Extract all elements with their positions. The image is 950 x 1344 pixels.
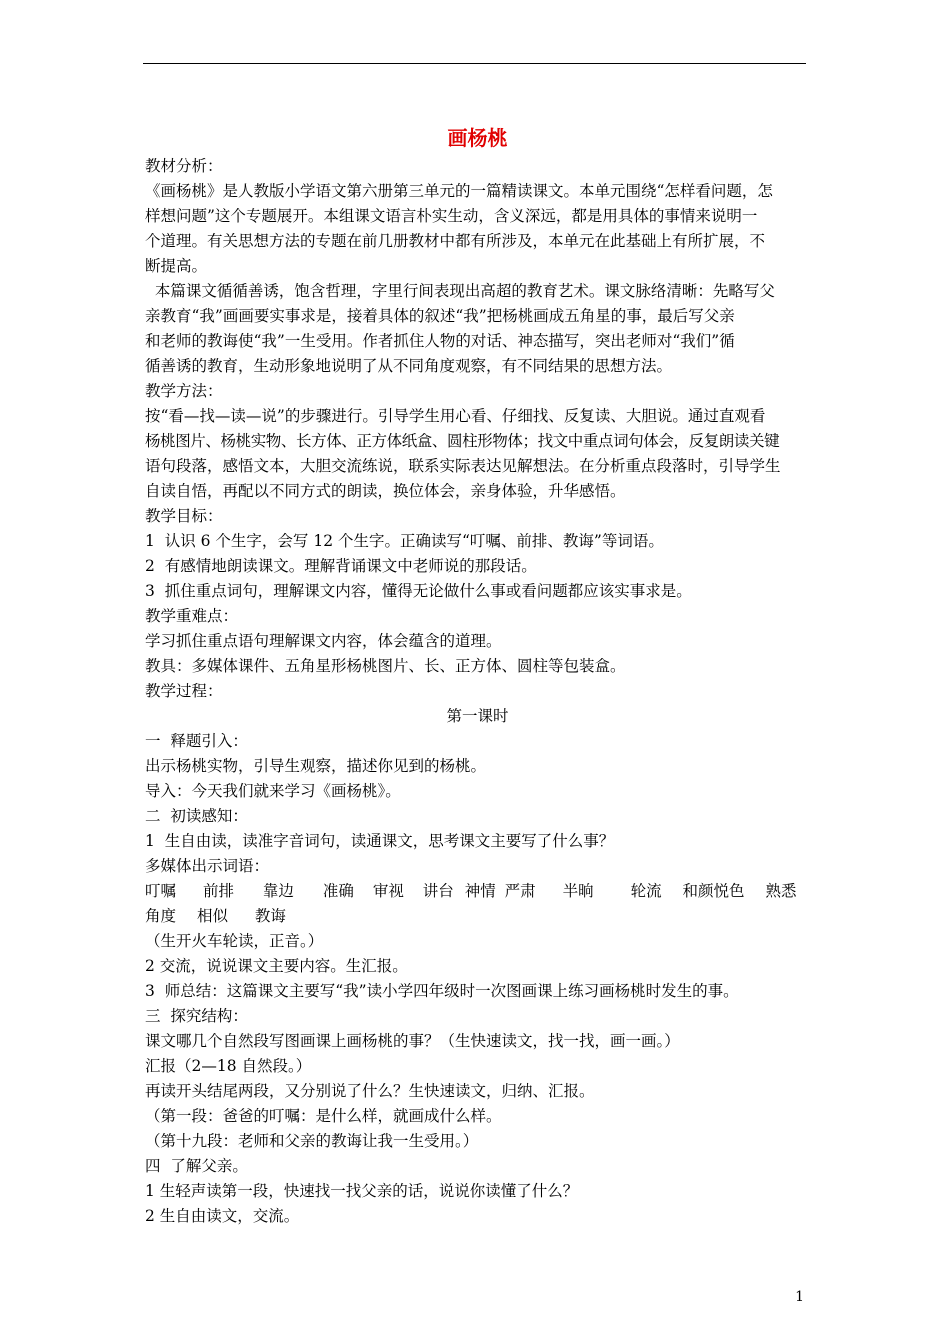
text-line: 2 交流，说说课文主要内容。生汇报。 <box>145 957 408 975</box>
text-line: 一 释题引入： <box>145 732 248 750</box>
text-line: 2 有感情地朗读课文。理解背诵课文中老师说的那段话。 <box>145 557 537 575</box>
page-number: 1 <box>795 1289 804 1305</box>
text-line: 汇报（2—18 自然段。） <box>145 1057 312 1075</box>
text-line: 1 生自由读，读准字音词句，读通课文，思考课文主要写了什么事？ <box>145 832 615 850</box>
text-line: 课文哪几个自然段写图画课上画杨桃的事？（生快速读文，找一找，画一画。） <box>145 1032 680 1050</box>
vocab-word: 和颜悦色 <box>682 882 745 900</box>
vocab-word: 相似 <box>196 907 228 925</box>
vocab-word: 准确 <box>322 882 354 900</box>
section-process <box>145 729 810 1229</box>
text-line: 本篇课文循循善诱，饱含哲理，字里行间表现出高超的教育艺术。课文脉络清晰：先略写父 <box>145 282 775 300</box>
text-line: 学习抓住重点语句理解课文内容，体会蕴含的道理。 <box>145 632 502 650</box>
text-line: 教材分析： <box>145 157 223 175</box>
vocab-word: 前排 <box>202 882 234 900</box>
text-line: 教具：多媒体课件、五角星形杨桃图片、长、正方体、圆柱等包装盒。 <box>145 657 626 675</box>
text-line: 个道理。有关思想方法的专题在前几册教材中都有所涉及，本单元在此基础上有所扩展，不 <box>145 232 766 250</box>
vocab-word: 严肃 <box>504 882 536 900</box>
header-rule <box>143 63 806 64</box>
vocab-row-1 <box>145 879 810 904</box>
text-line: 教学过程： <box>145 682 223 700</box>
text-line: 四 了解父亲。 <box>145 1157 248 1175</box>
vocab-word: 熟悉 <box>765 882 797 900</box>
text-line: （第一段：爸爸的叮嘱：是什么样，就画成什么样。 <box>145 1107 502 1125</box>
text-line: 语句段落，感悟文本，大胆交流练说，联系实际表达见解想法。在分析重点段落时，引导学生 <box>145 457 781 475</box>
vocab-row-2 <box>145 904 810 929</box>
lesson-heading: 第一课时 <box>446 707 509 725</box>
text-line: 教学重难点： <box>145 607 239 625</box>
text-line: 三 探究结构： <box>145 1007 248 1025</box>
text-line: 2 生自由读文，交流。 <box>145 1207 300 1225</box>
text-line: 和老师的教诲使“我”一生受用。作者抓住人物的对话、神态描写，突出老师对“我们”循 <box>145 332 735 350</box>
text-line: （生开火车轮读，正音。） <box>145 932 324 950</box>
vocab-word: 半晌 <box>562 882 594 900</box>
text-line: 循善诱的教育，生动形象地说明了从不同角度观察，有不同结果的思想方法。 <box>145 357 673 375</box>
text-line: 教学方法： <box>145 382 223 400</box>
text-line: 再读开头结尾两段，又分别说了什么？生快速读文，归纳、汇报。 <box>145 1082 595 1100</box>
text-line: 断提高。 <box>145 257 208 275</box>
text-line: 1 认识 6 个生字，会写 12 个生字。正确读写“叮嘱、前排、教诲”等词语。 <box>145 532 664 550</box>
vocab-word: 讲台 <box>422 882 454 900</box>
text-line: 《画杨桃》是人教版小学语文第六册第三单元的一篇精读课文。本单元围绕“怎样看问题，怎 <box>145 182 773 200</box>
document-body <box>145 122 810 1229</box>
text-line: 3 抓住重点词句，理解课文内容，懂得无论做什么事或看问题都应该实事求是。 <box>145 582 692 600</box>
vocab-word: 神情 <box>464 882 496 900</box>
text-line: 多媒体出示词语： <box>145 857 270 875</box>
text-line: 1 生轻声读第一段，快速找一找父亲的话，说说你读懂了什么？ <box>145 1182 579 1200</box>
vocab-word: 轮流 <box>630 882 662 900</box>
text-line: 3 师总结：这篇课文主要写“我”读小学四年级时一次图画课上练习画杨桃时发生的事。 <box>145 982 739 1000</box>
text-line: 按“看—找—读—说”的步骤进行。引导学生用心看、仔细找、反复读、大胆说。通过直观看 <box>145 407 766 425</box>
text-line: 导入：今天我们就来学习《画杨桃》。 <box>145 782 401 800</box>
vocab-word: 叮嘱 <box>145 882 177 900</box>
text-line: 样想问题”这个专题展开。本组课文语言朴实生动，含义深远，都是用具体的事情来说明一 <box>145 207 758 225</box>
vocab-word: 审视 <box>372 882 404 900</box>
text-line: 杨桃图片、杨桃实物、长方体、正方体纸盒、圆柱形物体；找文中重点词句体会，反复朗读关键 <box>145 432 780 450</box>
vocab-word: 教诲 <box>254 907 286 925</box>
text-line: 出示杨桃实物，引导生观察，描述你见到的杨桃。 <box>145 757 487 775</box>
vocab-word: 角度 <box>145 907 177 925</box>
text-line: （第十九段：老师和父亲的教诲让我一生受用。） <box>145 1132 479 1150</box>
text-line: 自读自悟，再配以不同方式的朗读，换位体会，亲身体验，升华感悟。 <box>145 482 626 500</box>
text-line: 亲教育“我”画画要实事求是，接着具体的叙述“我”把杨桃画成五角星的事，最后写父亲 <box>145 307 735 325</box>
section-intro <box>145 154 810 704</box>
text-line: 二 初读感知： <box>145 807 248 825</box>
document-title: 画杨桃 <box>447 126 508 150</box>
text-line: 教学目标： <box>145 507 223 525</box>
vocab-word: 靠边 <box>262 882 294 900</box>
